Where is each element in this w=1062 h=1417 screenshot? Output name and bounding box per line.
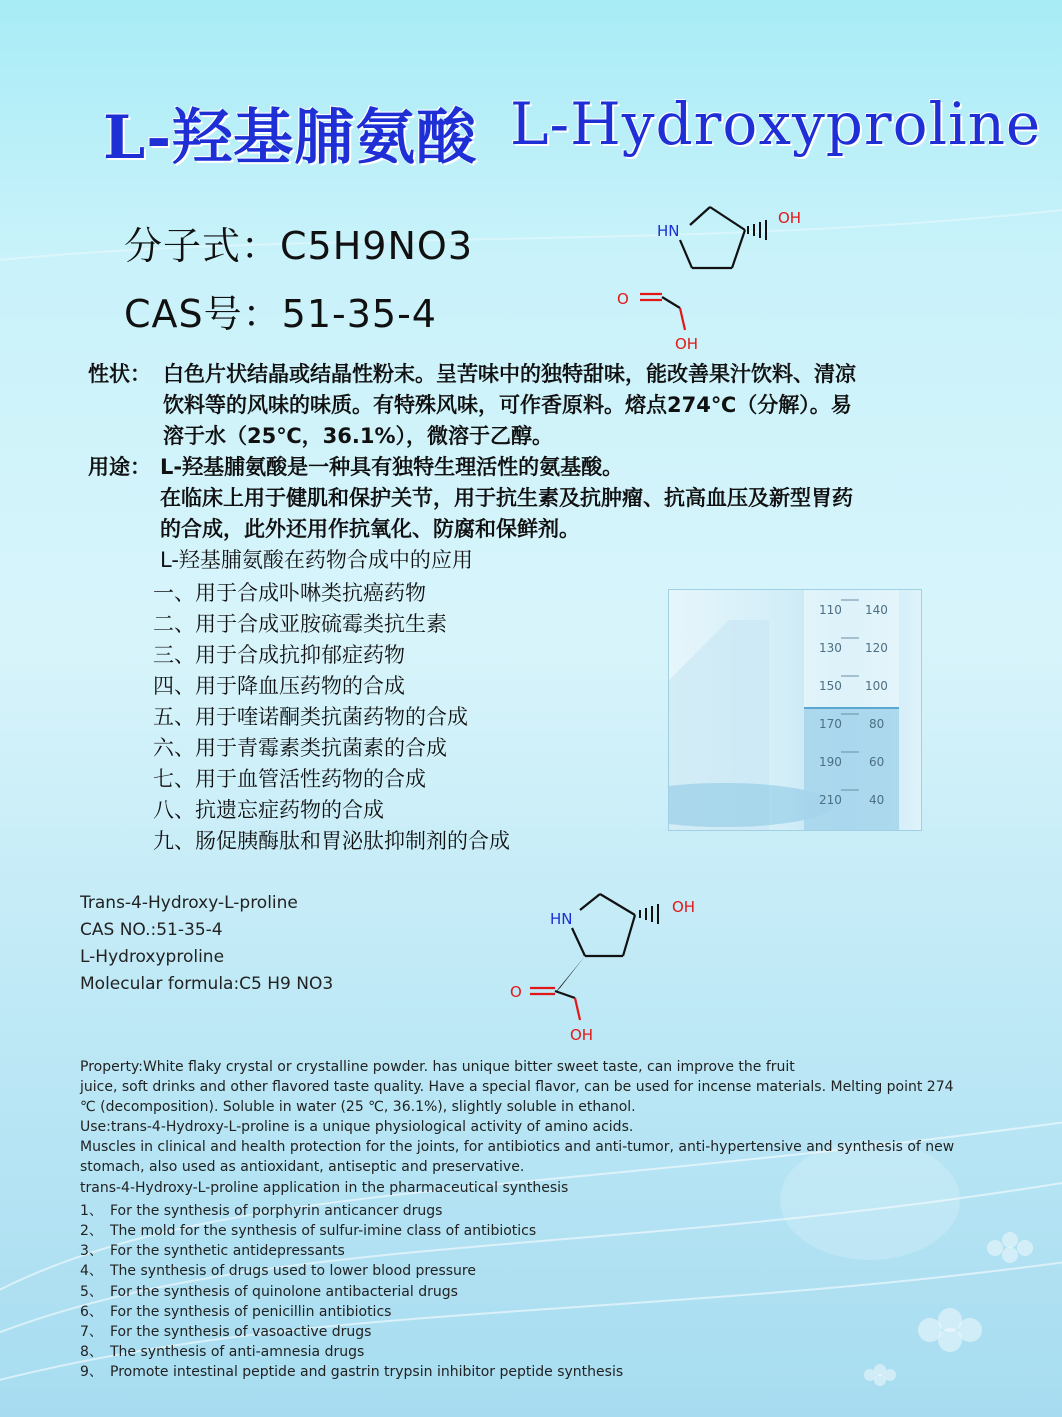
en-item-number: 1、 xyxy=(80,1203,103,1219)
title-chinese: L-羟基脯氨酸 xyxy=(103,103,478,173)
en-item-text: Promote intestinal peptide and gastrin trypsin inhibitor peptide synthesis xyxy=(110,1364,624,1380)
en-item-4 xyxy=(80,1260,476,1280)
en-item-number: 2、 xyxy=(80,1223,103,1239)
en-item-5 xyxy=(80,1281,458,1301)
glassware-illustration xyxy=(669,590,921,830)
en-item-number: 3、 xyxy=(80,1243,103,1259)
cn-item-8: 八、抗遗忘症药物的合成 xyxy=(153,798,384,822)
en-item-9 xyxy=(80,1361,623,1381)
use-line-4: L-羟基脯氨酸在药物合成中的应用 xyxy=(160,548,473,572)
structure-oh-label: OH xyxy=(778,209,802,227)
en-item-text: For the synthesis of vasoactive drugs xyxy=(110,1324,372,1340)
scale-right-2: 120 xyxy=(865,641,888,655)
cn-item-7: 七、用于血管活性药物的合成 xyxy=(153,767,426,791)
en-item-text: The mold for the synthesis of sulfur-imine class of antibiotics xyxy=(110,1223,537,1239)
scale-right-4: 80 xyxy=(869,717,885,731)
scale-left-3: 150 xyxy=(819,679,842,693)
en-desc-line-6: stomach, also used as antioxidant, antiseptic and preservative. xyxy=(80,1159,525,1175)
cn-item-3: 三、用于合成抗抑郁症药物 xyxy=(153,643,405,667)
use-line-2: 在临床上用于健肌和保护关节，用于抗生素及抗肿瘤、抗高血压及新型胃药 xyxy=(160,486,853,510)
cn-item-4: 四、用于降血压药物的合成 xyxy=(153,674,405,698)
en-item-text: For the synthesis of porphyrin anticancer drugs xyxy=(110,1203,443,1219)
en-info-line-3: L-Hydroxyproline xyxy=(80,947,225,967)
en-item-number: 6、 xyxy=(80,1304,103,1320)
scale-left-6: 210 xyxy=(819,793,842,807)
scale-left-4: 170 xyxy=(819,717,842,731)
scale-left-2: 130 xyxy=(819,641,842,655)
scale-left-5: 190 xyxy=(819,755,842,769)
structure-hn-label: HN xyxy=(657,222,680,240)
formula-label: 分子式： xyxy=(124,224,281,268)
en-item-text: The synthesis of anti-amnesia drugs xyxy=(110,1344,365,1360)
property-line-3: 溶于水（25℃，36.1%），微溶于乙醇。 xyxy=(163,424,554,448)
en-info-line-4: Molecular formula:C5 H9 NO3 xyxy=(80,974,334,994)
scale-right-1: 140 xyxy=(865,603,888,617)
en-item-7 xyxy=(80,1321,371,1341)
en-desc-line-4: Use:trans-4-Hydroxy-L-proline is a unique physiological activity of amino acids. xyxy=(80,1119,634,1135)
cn-item-5: 五、用于喹诺酮类抗菌药物的合成 xyxy=(153,705,468,729)
en-info-line-1: Trans-4-Hydroxy-L-proline xyxy=(80,893,298,913)
en-item-number: 4、 xyxy=(80,1263,103,1279)
structure-oh-bottom-label: OH xyxy=(675,335,699,353)
structure-o-label: O xyxy=(617,290,629,308)
use-line-1: L-羟基脯氨酸是一种具有独特生理活性的氨基酸。 xyxy=(160,455,624,479)
en-item-number: 7、 xyxy=(80,1324,103,1340)
structure2-oh-label: OH xyxy=(672,898,696,916)
property-line-1: 白色片状结晶或结晶性粉末。呈苦味中的独特甜味，能改善果汁饮料、清凉 xyxy=(163,362,856,386)
en-item-6 xyxy=(80,1301,391,1321)
scale-right-3: 100 xyxy=(865,679,888,693)
en-desc-line-7: trans-4-Hydroxy-L-proline application in the pharmaceutical synthesis xyxy=(80,1180,569,1196)
en-item-2 xyxy=(80,1220,536,1240)
title-english: L-Hydroxyproline xyxy=(510,90,1042,158)
cn-item-9: 九、肠促胰酶肽和胃泌肽抑制剂的合成 xyxy=(153,829,510,853)
cn-item-2: 二、用于合成亚胺硫霉类抗生素 xyxy=(153,612,447,636)
structure2-oh-bottom-label: OH xyxy=(570,1026,594,1044)
en-desc-line-3: ℃ (decomposition). Soluble in water (25 ℃, 36.1%), slightly soluble in ethanol. xyxy=(80,1099,636,1115)
cas-label: CAS号： xyxy=(124,292,282,336)
en-item-3 xyxy=(80,1240,345,1260)
scale-right-6: 40 xyxy=(869,793,885,807)
structure-diagram-top xyxy=(600,190,820,360)
en-item-text: For the synthetic antidepressants xyxy=(110,1243,345,1259)
formula-text: C5H9NO3 xyxy=(280,224,473,268)
en-item-text: For the synthesis of quinolone antibacterial drugs xyxy=(110,1284,458,1300)
property-label-cn: 性状： xyxy=(88,362,151,386)
en-desc-line-5: Muscles in clinical and health protection for the joints, for antibiotics and anti-tumor, anti-hypertensive and synthesis of new xyxy=(80,1139,955,1155)
cas-number-cn xyxy=(124,283,437,338)
scale-right-5: 60 xyxy=(869,755,885,769)
en-desc-line-1: Property:White flaky crystal or crystalline powder. has unique bitter sweet taste, can improve the fruit xyxy=(80,1059,795,1075)
molecular-formula-cn xyxy=(124,215,473,270)
scale-left-1: 110 xyxy=(819,603,842,617)
use-line-3: 的合成，此外还用作抗氧化、防腐和保鲜剂。 xyxy=(160,517,580,541)
en-desc-line-2: juice, soft drinks and other flavored taste quality. Have a special flavor, can be used for incense materials. Melting point 274 xyxy=(80,1079,954,1095)
en-item-text: For the synthesis of penicillin antibiotics xyxy=(110,1304,392,1320)
structure2-hn-label: HN xyxy=(550,910,573,928)
structure2-o-label: O xyxy=(510,983,522,1001)
en-item-number: 5、 xyxy=(80,1284,103,1300)
en-item-number: 8、 xyxy=(80,1344,103,1360)
structure-diagram-bottom xyxy=(500,880,720,1050)
lab-glassware-photo xyxy=(668,589,922,831)
cn-item-6: 六、用于青霉素类抗菌素的合成 xyxy=(153,736,447,760)
en-item-8 xyxy=(80,1341,364,1361)
en-item-1 xyxy=(80,1200,442,1220)
cn-item-1: 一、用于合成卟啉类抗癌药物 xyxy=(153,581,426,605)
en-info-line-2: CAS NO.:51-35-4 xyxy=(80,920,223,940)
use-label-cn: 用途： xyxy=(88,455,151,479)
cas-value: 51-35-4 xyxy=(281,292,437,336)
en-item-text: The synthesis of drugs used to lower blood pressure xyxy=(110,1263,476,1279)
property-line-2: 饮料等的风味的味质。有特殊风味，可作香原料。熔点274℃（分解）。易 xyxy=(163,393,852,417)
en-item-number: 9、 xyxy=(80,1364,103,1380)
